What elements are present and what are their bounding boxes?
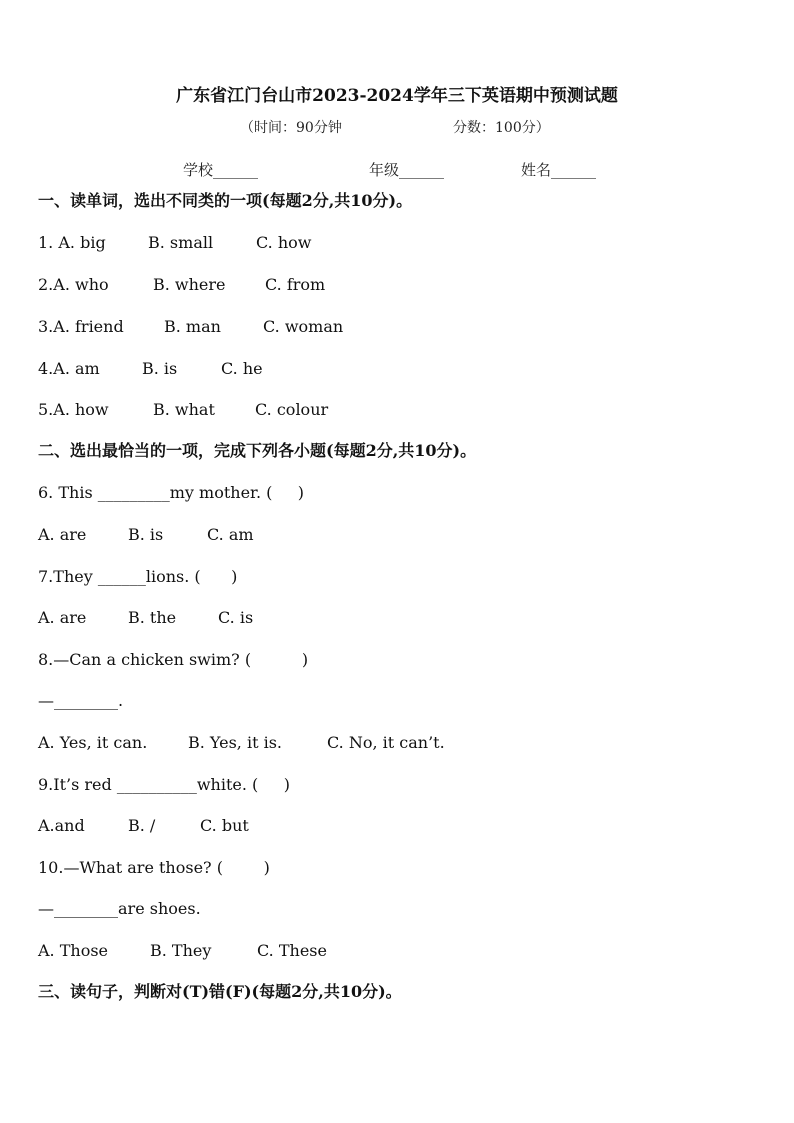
q7-option-b: B. the bbox=[128, 608, 177, 627]
q8-stem: 8.—Can a chicken swim? ( ) bbox=[38, 650, 309, 669]
q1-option-a: 1. A. big bbox=[38, 233, 106, 252]
name-field: 姓名______ bbox=[521, 161, 597, 179]
section-heading-3: 三、读句子，判断对(T)错(F)(每题2分,共10分)。 bbox=[38, 982, 402, 1001]
q1-option-c: C. how bbox=[256, 233, 312, 252]
q4-option-b: B. is bbox=[142, 359, 178, 378]
q5-option-a: 5.A. how bbox=[38, 400, 109, 419]
q9-stem: 9.It’s red __________white. ( ) bbox=[38, 775, 290, 794]
q7-option-c: C. is bbox=[218, 608, 254, 627]
q8-answer-line: —________. bbox=[38, 691, 124, 710]
q9-option-a: A.and bbox=[38, 816, 85, 835]
q4-option-c: C. he bbox=[221, 359, 263, 378]
q2-option-a: 2.A. who bbox=[38, 275, 109, 294]
q2-option-c: C. from bbox=[265, 275, 326, 294]
q8-option-a: A. Yes, it can. bbox=[38, 733, 148, 752]
q9-option-b: B. / bbox=[128, 816, 156, 835]
section-heading-1: 一、读单词，选出不同类的一项(每题2分,共10分)。 bbox=[38, 191, 413, 210]
q8-option-c: C. No, it can’t. bbox=[327, 733, 445, 752]
q6-stem: 6. This _________my mother. ( ) bbox=[38, 483, 305, 502]
q8-option-b: B. Yes, it is. bbox=[188, 733, 282, 752]
q6-option-a: A. are bbox=[38, 525, 87, 544]
q3-option-c: C. woman bbox=[263, 317, 344, 336]
q10-option-c: C. These bbox=[257, 941, 327, 960]
q2-option-b: B. where bbox=[153, 275, 226, 294]
q10-answer-line: —________are shoes. bbox=[38, 899, 201, 918]
q6-option-c: C. am bbox=[207, 525, 254, 544]
q3-option-b: B. man bbox=[164, 317, 221, 336]
q5-option-b: B. what bbox=[153, 400, 215, 419]
q9-option-c: C. but bbox=[200, 816, 249, 835]
q10-option-b: B. They bbox=[150, 941, 212, 960]
q7-stem: 7.They ______lions. ( ) bbox=[38, 567, 238, 586]
section-heading-2: 二、选出最恰当的一项，完成下列各小题(每题2分,共10分)。 bbox=[38, 441, 477, 460]
q7-option-a: A. are bbox=[38, 608, 87, 627]
exam-time: （时间：90分钟 bbox=[240, 120, 342, 136]
page-title: 广东省江门台山市2023-2024学年三下英语期中预测试题 bbox=[176, 86, 618, 106]
q10-option-a: A. Those bbox=[38, 941, 109, 960]
grade-field: 年级______ bbox=[369, 161, 445, 179]
q6-option-b: B. is bbox=[128, 525, 164, 544]
q10-stem: 10.—What are those? ( ) bbox=[38, 858, 270, 877]
exam-score: 分数：100分） bbox=[453, 120, 550, 136]
q5-option-c: C. colour bbox=[255, 400, 329, 419]
q4-option-a: 4.A. am bbox=[38, 359, 100, 378]
school-field: 学校______ bbox=[183, 161, 259, 179]
q3-option-a: 3.A. friend bbox=[38, 317, 124, 336]
q1-option-b: B. small bbox=[148, 233, 214, 252]
